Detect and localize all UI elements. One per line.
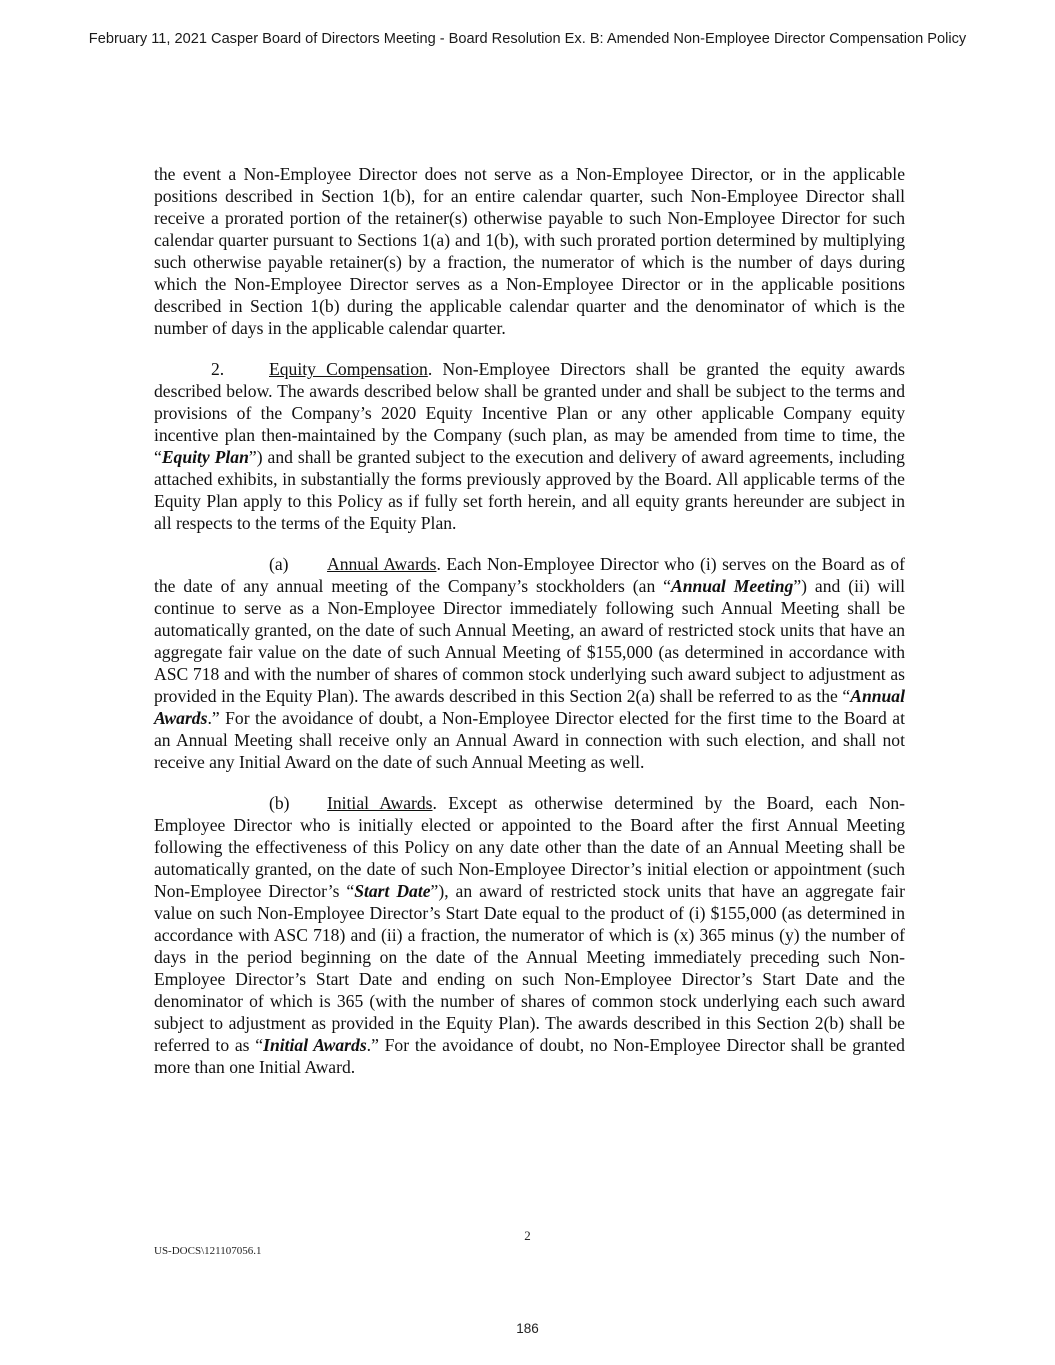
section-2b-heading: Initial Awards	[327, 793, 433, 813]
section-2a-label: (a)	[269, 554, 289, 574]
section-2-paragraph	[154, 358, 905, 534]
document-body	[154, 163, 905, 1078]
bottom-page-number: 186	[516, 1321, 539, 1336]
document-header: February 11, 2021 Casper Board of Directors Meeting - Board Resolution Ex. B: Amended Non-Employee Director Compensation Policy	[88, 31, 967, 47]
section-2b-text-end: .” For the avoidance of doubt, no Non-Employee Director shall be granted more than one Initial Award.	[154, 1035, 905, 1077]
section-2-text-cont: ”) and shall be granted subject to the execution and delivery of award agreements, including attached exhibits, in substantially the forms previously approved by the Board. All applicable terms of the Equity Plan apply to this Policy as if fully set forth herein, and all equity grants hereunder are subject in all respects to the terms of the Equity Plan.	[154, 447, 905, 533]
section-2a-text: . Each Non-Employee Director who (i) serves on the Board as of the date of any annual meeting of the Company’s stockholders (an “	[154, 554, 906, 596]
section-2a-text-cont: ”) and (ii) will continue to serve as a Non-Employee Director immediately following such Annual Meeting shall be automatically granted, on the date of such Annual Meeting, an award of restricted stock units that have an aggregate fair value on the date of such Annual Meeting of $155,000 (as determined in accordance with ASC 718 and with the number of shares of common stock underlying such award subject to adjustment as provided in the Equity Plan). The awards described in this Section 2(a) shall be referred to as the “	[154, 576, 905, 706]
section-2-heading: Equity Compensation	[269, 359, 428, 379]
section-2-text: . Non-Employee Directors shall be granted the equity awards described below. The awards described below shall be granted under and shall be subject to the terms and provisions of the Company’s 2020 Equity Incentive Plan or any other applicable Company equity incentive plan then-maintained by the Company (such plan, as may be amended from time to time, the “	[154, 359, 905, 467]
paragraph-continued: the event a Non-Employee Director does not serve as a Non-Employee Director, or in the applicable positions described in Section 1(b), for an entire calendar quarter, such Non-Employee Director shall receive a prorated portion of the retainer(s) otherwise payable to such Non-Employee Director for such calendar quarter pursuant to Sections 1(a) and 1(b), with such prorated portion determined by multiplying such otherwise payable retainer(s) by a fraction, the numerator of which is the number of days during which the Non-Employee Director serves as a Non-Employee Director or in the applicable positions described in Section 1(b) during the applicable calendar quarter and the denominator of which is the number of days in the applicable calendar quarter.	[154, 164, 905, 338]
defined-term-annual-awards: Annual Awards	[154, 686, 905, 728]
section-2a-heading: Annual Awards	[327, 554, 437, 574]
section-2b-text: . Except as otherwise determined by the Board, each Non-Employee Director who is initially elected or appointed to the Board after the first Annual Meeting following the effectiveness of this Policy on any date other than the date of an Annual Meeting shall be automatically granted, on the date of such Non-Employee Director’s initial election or appointment (such Non-Employee Director’s “	[154, 793, 905, 901]
defined-term-initial-awards: Initial Awards	[263, 1035, 367, 1055]
defined-term-start-date: Start Date	[354, 881, 431, 901]
document-id: US-DOCS\121107056.1	[154, 1245, 262, 1257]
section-2b-label: (b)	[269, 793, 290, 813]
section-2-number: 2.	[211, 359, 225, 379]
page-number: 2	[524, 1228, 531, 1243]
section-2a-paragraph	[154, 553, 905, 773]
section-2b-paragraph	[154, 792, 905, 1078]
section-2b-text-cont: ”), an award of restricted stock units that have an aggregate fair value on such Non-Employee Director’s Start Date equal to the product of (i) $155,000 (as determined in accordance with ASC 718) and (ii) a fraction, the numerator of which is (x) 365 minus (y) the number of days in the period beginning on the date of the Annual Meeting immediately preceding such Non-Employee Director’s Start Date and ending on such Non-Employee Director’s Start Date and the denominator of which is 365 (with the number of shares of common stock underlying each such award subject to adjustment as provided in the Equity Plan). The awards described in this Section 2(b) shall be referred to as “	[154, 881, 905, 1055]
section-2a-text-end: .” For the avoidance of doubt, a Non-Employee Director elected for the first time to the Board at an Annual Meeting shall receive only an Annual Award in connection with such election, and shall not receive any Initial Award on the date of such Annual Meeting as well.	[154, 708, 905, 772]
defined-term-equity-plan: Equity Plan	[161, 447, 249, 467]
defined-term-annual-meeting: Annual Meeting	[671, 576, 794, 596]
